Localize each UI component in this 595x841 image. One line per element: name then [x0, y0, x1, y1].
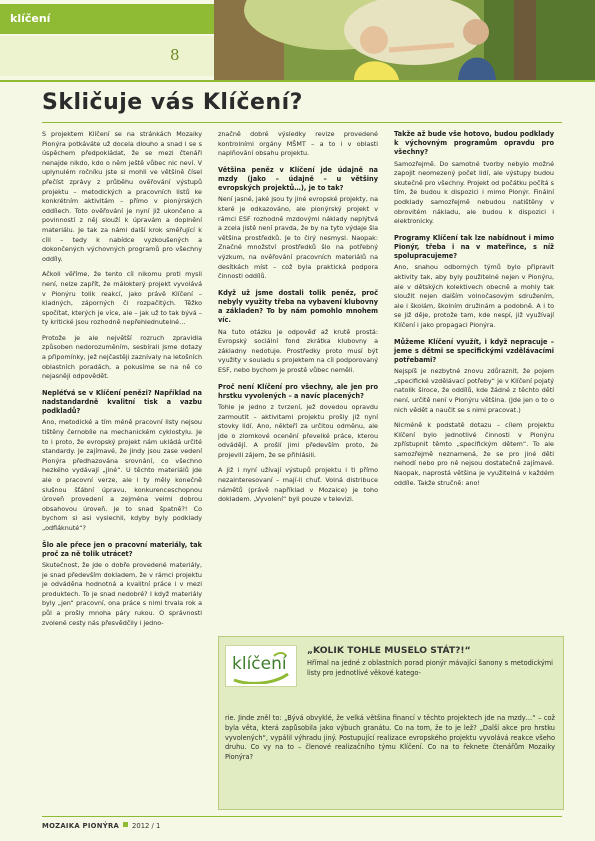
answer-paragraph: Ano, snahou odborných týmů bylo připravit aktivity tak, aby byly použitelné nejen v Pionýru, ale v dětských kolektivech obecně a mohly tak sloužit nejen dalším volnočasovým sdružením, ale i školám, školním družinám a podobně. A i to se již děje, protože tam, kde nespí, již využívají Klíčení i jako propagaci Pionýra. — [394, 263, 554, 329]
header-photo-illustration — [214, 0, 595, 80]
page-title: Skličuje vás Klíčení? — [42, 90, 303, 115]
question-heading: Nepléťvá se v Klíčení penězi? Například na nadstandardně kvalitní tisk a vazbu podkladů? — [42, 388, 202, 416]
question-heading: Proč není Klíčení pro všechny, ale jen pro hrstku vyvolených – a navíc placených? — [218, 382, 378, 400]
article-column-1 — [42, 130, 202, 634]
paragraph: S projektem Klíčení se na stránkách Mozaiky Pionýra potkáváte už docela dlouho a snad i se s úspěchem předpokládat, že se mezi čtenáři nenajde nikdo, kdo o něm ještě vůbec nic neví. V uplynulém ročníku jste si mohli ve většině čísel přečíst zprávy z průběhu ověřování výstupů projektu – metodických a pracovních listů ke konkrétním aktivitám – přímo v pionýrských oddílech. Toto ověřování je nyní již ukončeno a povinností z něj slouží k úpravám a doplnění materiálu. Je tak za námi další krok směřující k cíli – tedy k nabídce vyzkoušených a dokončených výchovných programů pro všechny oddíly. — [42, 130, 202, 263]
question-heading: Většina peněz v Klíčení jde údajně na mzdy (jako – údajně – u většiny evropských projektů…), je to tak? — [218, 165, 378, 193]
question-heading: Šlo ale přece jen o pracovní materiály, tak proč za ně tolik utrácet? — [42, 540, 202, 558]
header-photo — [214, 0, 595, 80]
paragraph: Protože je ale největší rozruch zpravidla způsoben nedorozuměním, sesbírali jsme dotazy a připomínky, jež nejčastěji zaznívaly na letošních oblastních poradách, a pokusíme se na ně co nejasněji odpovědět. — [42, 333, 202, 381]
footer-rule — [42, 816, 562, 817]
box-text: Hřímal na jedné z oblastních porad pionýr mávající šanony s metodickými listy pro jednotlivé věkové katego- — [307, 659, 553, 677]
answer-paragraph: Ano, metodické a tím méně pracovní listy nejsou tištěny černobíle na mechanickém cyklostylu. Je to i proto, že evropský projekt nám ukládá určité standardy. Je zajímavé, že jindy jsou zase vedení Pionýra předhazována srovnání, co všechno hezkého vydávají „jiné“. U těchto materiálů jde ale o pracovní verze, ale i ty měly konečně slušnou šťábní úpravu, konkurenceschopnou úroveň provedení a zejména velmi dobrou obsahovou úroveň. Je to snad špatně?! Co bychom si asi vyslechli, kdyby byly podklady „odfláknuté“? — [42, 418, 202, 532]
box-title: „KOLIK TOHLE MUSELO STÁT?!“ — [307, 645, 471, 656]
question-heading: Programy Klíčení tak lze nabídnout i mimo Pionýr, třeba i na v mateřince, s níž spolupracujeme? — [394, 233, 554, 261]
box-text-continued: rie. Jinde zněl to: „Bývá obvyklé, že velká většina financí v těchto projektech jde na mzdy…“ – což byla věta, která zapůsobila jako výbuch granátu. Co na tom, že to je lež? „Další akce pro hrstku vyvolených“, vypálil výhradu jiný. Postupující realizace evropského projektu vyvolává reakce všeho druhu. Co vy na to – členové realizačního týmu Klíčení. Co na to řeknete čtenářům Mozaiky Pionýra? — [225, 714, 555, 762]
answer-paragraph: Skutečnost, že jde o dobře provedené materiály, je snad především dokladem, že v rámci projektu je odváděna hodnotná a kvalitní práce i v mezi produktech. To je snad nedobré? I když materiály byly „jen“ pracovní, ona práce s nimi trvala rok a půl a prošly mnoha páry rukou. O správnosti zvolené cesty nás přesvědčily i jedno- — [42, 560, 202, 627]
answer-paragraph: Nejspíš je nezbytné znovu zdůraznit, že pojem „specifické vzdělávací potřeby“ je v Klíčení pojatý natolik široce, že oddílů, kde žádné z těchto dětí není, určitě není v Pionýru většina. (Jde jen o to o nich vědět a naučit se s nimi pracovat.) — [394, 367, 554, 414]
magazine-name: MOZAIKA PIONÝRA — [42, 822, 120, 830]
issue-number: 2012 / 1 — [132, 822, 161, 830]
question-heading: Když už jsme dostali tolik peněz, proč nebyly využity třeba na vybavení klubovny a základen? To by nám pomohlo mnohem víc. — [218, 288, 378, 325]
article-column-3 — [394, 130, 554, 494]
footer — [0, 816, 595, 841]
header-divider — [0, 80, 595, 82]
klicení-logo — [225, 645, 297, 687]
article-column-2 — [218, 130, 378, 511]
header — [0, 0, 595, 80]
footer-text — [42, 822, 160, 830]
answer-paragraph: Samozřejmě. Do samotné tvorby nebylo možné zapojit neomezený počet lidí, ale výstupy budou skutečně pro všechny. Projekt od počátku počítá s tím, že budou k dispozici i mimo Pionýr. Finální podklady samozřejmě nebudou natištěny v obrovitém nákladu, ale budou k dispozici i elektronicky. — [394, 159, 554, 226]
question-heading: Můžeme Klíčení využít, i když nepracuje – jeme s dětmi se specifickými vzdělávacími potřebami? — [394, 337, 554, 364]
square-icon — [123, 822, 128, 827]
page-number-box — [0, 36, 214, 76]
answer-paragraph: Není jasné, jaké jsou ty jiné evropské projekty, na které je odkazováno, ale pionýrský projekt v rámci ESF rozhodně mzdovými náklady neplýtvá a zcela jistě není pravda, že by na tyto výdaje šla většina prostředků. Je to čirý nesmysl. Naopak: Značné množství prostředků šlo na potřebný výzkum, na ověřování pracovních materiálů na desítkách míst – což byla praktická podpora činnosti oddílů. — [218, 195, 378, 281]
paragraph: Ačkoli věříme, že tento cíl nikomu proti mysli není, nelze zapřít, že málokterý projekt vyvolává v Pionýru tolik reakcí, jako právě Klíčení – kladných, záporných či rozpačitých. Těžko spočítat, kterých je více, ale – jak už to tak bývá – ty kritické jsou rozhodně nepřehlednutelné… — [42, 270, 202, 327]
quote-box — [218, 636, 564, 810]
title-rule — [42, 122, 562, 123]
question-heading: Takže až bude vše hotovo, budou podklady k výchovným programům opravdu pro všechny? — [394, 130, 554, 157]
answer-paragraph: Nicméně k podstatě dotazu – cílem projektu Klíčení bylo jednotlivé činnosti v Pionýru zpřístupnit těmto „specifickým dětem“. To ale samozřejmě neznamená, že se pro jiné děti nehodí nebo pro ně nejsou dostatečně zajímavé. Naopak, naprostá většina je využitelná v každém oddíle. Takže stručně: ano! — [394, 421, 554, 487]
paragraph: značně dobré výsledky revize provedené kontrolními orgány MŠMT – a to i v oblasti naplňování obsahu projektu. — [218, 130, 378, 158]
logo-text: klíčení — [232, 654, 287, 674]
answer-paragraph: Na tuto otázku je odpověď až krutě prostá: Evropský sociální fond zkrátka klubovny a základny nedotuje. Prostředky proto musí být využity v souladu s projektem na cíl podporovaný ESF, nebo bychom je prostě vůbec neměli. — [218, 327, 378, 374]
answer-paragraph: A již i nyní užívají výstupů projektu i ti přímo nezainteresovaní – mají-li chuť. Volná distribuce námětů (právě například v Mozaice) je toho dokladem. „Vyvolení“ byli pouze v televizi. — [218, 466, 378, 504]
answer-paragraph: Tohle je jedno z tvrzení, jež dovedou opravdu zarmoutit – aktivitami projektu prošly již nyní stovky lidí. Ano, někteří za určitou odměnu, ale jde o zlomkové ocenění převelké práce, kterou odvádějí. A prošlí jimi především proto, že projevili zájem, že se přihlásili. — [218, 402, 378, 459]
page-number: 8 — [170, 46, 180, 64]
section-tag: klíčení — [0, 4, 214, 34]
